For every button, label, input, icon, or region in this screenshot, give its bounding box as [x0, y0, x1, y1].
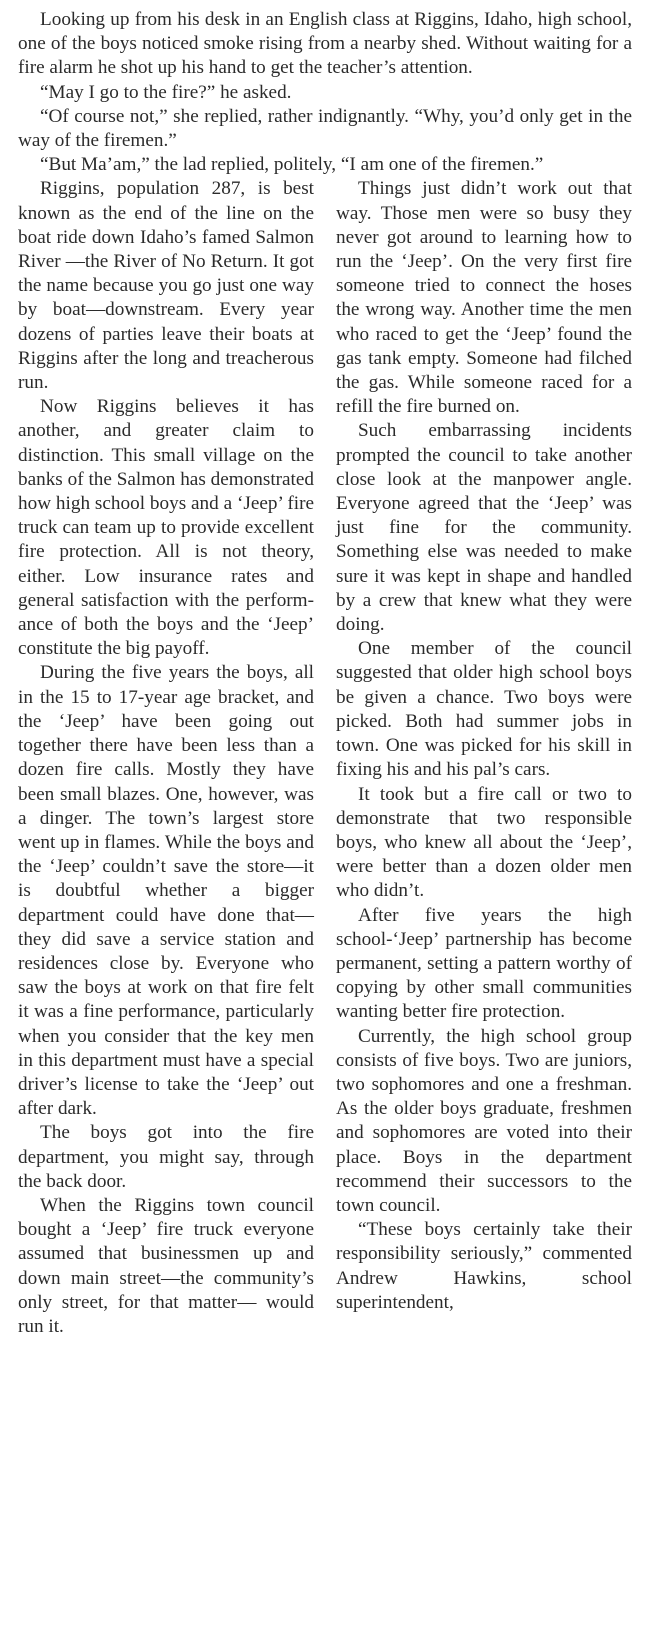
intro-paragraph: “But Ma’am,” the lad replied, politely, “I am one of the firemen.”: [40, 154, 544, 176]
body-paragraph: Such embarrassing incidents prompted the council to take another close look at the manpower angle. Everyone agreed that the ‘Jeep’ was just fine for the community. Something else was needed to make sure it was kept in shape and handled by a crew that knew what they were doing.: [336, 420, 632, 636]
body-paragraph: Currently, the high school group consists of five boys. Two are juniors, two sophomores and one a freshman. As the older boys graduate, freshmen and sophomores are voted into their place. Boys in the department recommend their successors to the town council.: [336, 1025, 632, 1216]
left-column: [18, 177, 314, 1339]
body-paragraph: During the five years the boys, all in the 15 to 17-year age bracket, and the ‘Jeep’ have been going out together there have been less than a dozen fire calls. Mostly they have been small blazes. One, however, was a dinger. The town’s largest store went up in flames. While the boys and the ‘Jeep’ couldn’t save the store—it is doubtful whether a bigger department could have done that—they did save a service station and residences close by. Everyone who saw the boys at work on that fire felt it was a fine performance, particularly when you consider that the key men in this department must have a special driver’s license to take the ‘Jeep’ out after dark.: [18, 662, 314, 1120]
right-column: [336, 177, 632, 1339]
intro-paragraph: “May I go to the fire?” he asked.: [40, 81, 292, 103]
article-intro: [18, 0, 632, 177]
body-paragraph: The boys got into the fire department, you might say, through the back door.: [18, 1122, 314, 1192]
body-paragraph: Things just didn’t work out that way. Those men were so busy they never got around to learning how to run the ‘Jeep’. On the very first fire someone tried to connect the hoses the wrong way. Another time the men who raced to get the ‘Jeep’ found the gas tank empty. Someone had filched the gas. While someone raced for a refill the fire burned on.: [336, 178, 632, 418]
body-paragraph: After five years the high school-‘Jeep’ partnership has become permanent, setting a pattern worthy of copying by other small communities wanting better fire protection.: [336, 904, 632, 1023]
body-paragraph: When the Riggins town council bought a ‘Jeep’ fire truck everyone assumed that businessmen up and down main street—the community’s only street, for that matter— would run it.: [18, 1194, 314, 1337]
body-paragraph: It took but a fire call or two to demonstrate that two responsible boys, who knew all about the ‘Jeep’, were better than a dozen older men who didn’t.: [336, 783, 632, 902]
body-paragraph: “These boys certainly take their responsibility seriously,” commented Andrew Hawkins, school superintendent,: [336, 1219, 632, 1313]
intro-paragraph: Looking up from his desk in an English class at Riggins, Idaho, high school, one of the boys noticed smoke rising from a nearby shed. Without waiting for a fire alarm he shot up his hand to get the teacher’s attention.: [18, 9, 632, 79]
article-columns: [18, 177, 632, 1339]
body-paragraph: Now Riggins believes it has another, and greater claim to distinction. This small village on the banks of the Salmon has demonstrated how high school boys and a ‘Jeep’ fire truck can team up to provide excellent fire protection. All is not theory, either. Low insurance rates and general satisfaction with the performance of both the boys and the ‘Jeep’ constitute the big payoff.: [18, 396, 314, 660]
body-paragraph: One member of the council suggested that older high school boys be given a chance. Two boys were picked. Both had summer jobs in town. One was picked for his skill in fixing his and his pal’s cars.: [336, 638, 632, 781]
intro-paragraph: “Of course not,” she replied, rather indignantly. “Why, you’d only get in the way of the firemen.”: [18, 105, 632, 152]
body-paragraph: Riggins, population 287, is best known as the end of the line on the boat ride down Idaho’s famed Salmon River —the River of No Return. It got the name because you go just one way by boat—downstream. Every year dozens of parties leave their boats at Riggins after the long and treacherous run.: [18, 178, 314, 394]
